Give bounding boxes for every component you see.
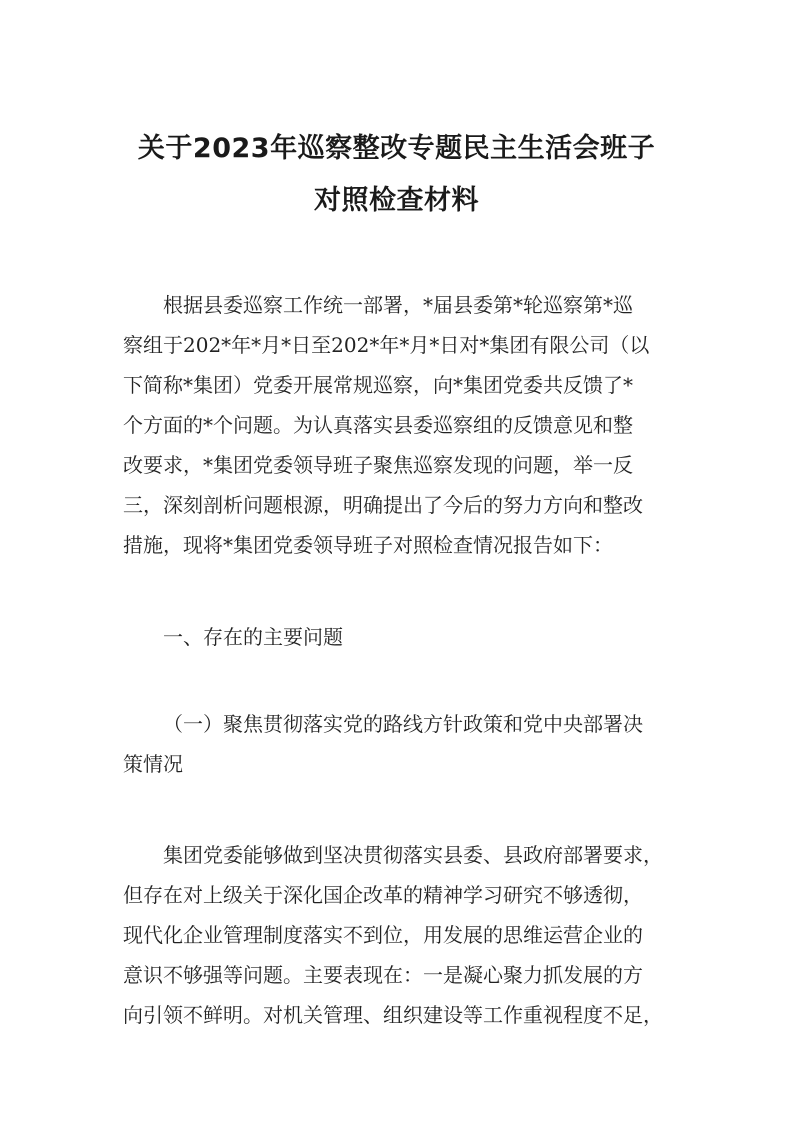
body-paragraph-line: 集团党委能够做到坚决贯彻落实县委、县政府部署要求，: [163, 843, 663, 867]
body-paragraph-line: 向引领不鲜明。对机关管理、组织建设等工作重视程度不足，: [123, 1003, 663, 1027]
body-paragraph-line: 但存在对上级关于深化国企改革的精神学习研究不够透彻，: [123, 883, 643, 907]
document-title-line-2: 对照检查材料: [314, 185, 479, 216]
section-heading: 一、存在的主要问题: [163, 625, 343, 649]
body-paragraph-line: 现代化企业管理制度落实不到位，用发展的思维运营企业的: [123, 923, 643, 947]
subsection-heading-line: （一）聚焦贯彻落实党的路线方针政策和党中央部署决: [163, 712, 643, 736]
intro-paragraph-line: 措施，现将*集团党委领导班子对照检查情况报告如下：: [123, 533, 613, 557]
subsection-heading-line: 策情况: [123, 752, 183, 776]
intro-paragraph-line: 改要求，*集团党委领导班子聚焦巡察发现的问题，举一反: [123, 453, 633, 477]
body-paragraph-line: 意识不够强等问题。主要表现在：一是凝心聚力抓发展的方: [123, 963, 643, 987]
intro-paragraph-line: 察组于202*年*月*日至202*年*月*日对*集团有限公司（以: [123, 333, 650, 357]
document-title-line-1: 关于2023年巡察整改专题民主生活会班子: [137, 133, 656, 164]
intro-paragraph-line: 下简称*集团）党委开展常规巡察，向*集团党委共反馈了*: [123, 373, 633, 397]
intro-paragraph-line: 根据县委巡察工作统一部署，*届县委第*轮巡察第*巡: [163, 293, 633, 317]
intro-paragraph-line: 个方面的*个问题。为认真落实县委巡察组的反馈意见和整: [123, 413, 633, 437]
intro-paragraph-line: 三，深刻剖析问题根源，明确提出了今后的努力方向和整改: [123, 493, 643, 517]
